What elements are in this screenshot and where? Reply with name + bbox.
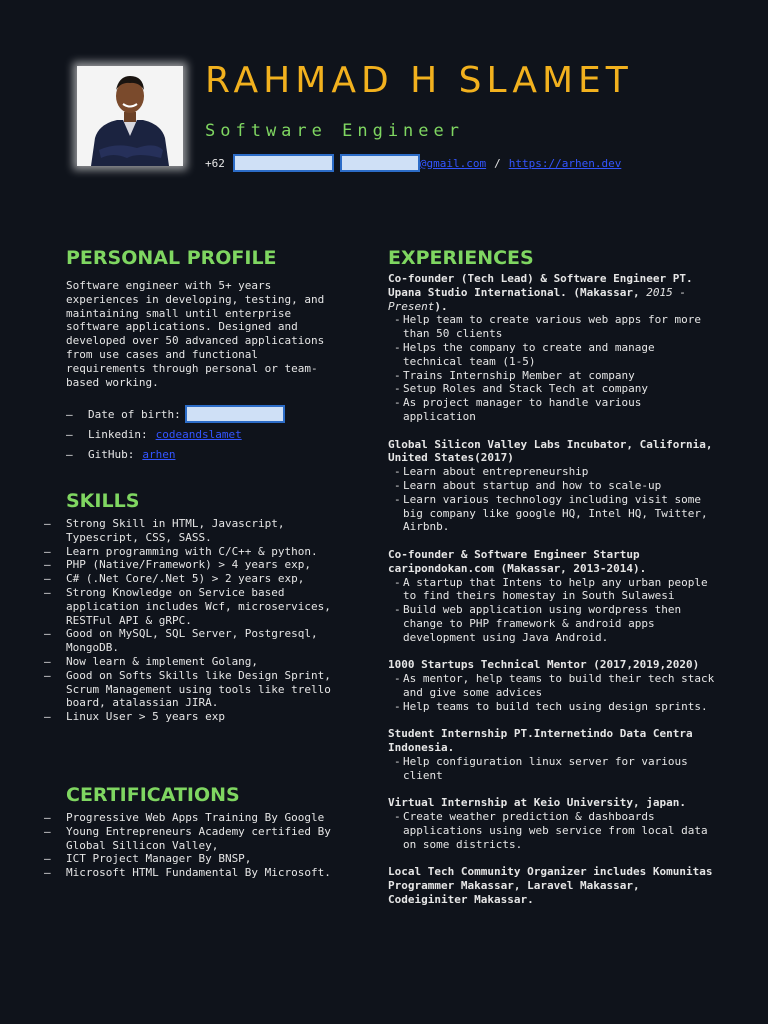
experience-entry [388, 438, 718, 535]
personal-profile-heading: PERSONAL PROFILE [66, 247, 277, 269]
linkedin-label: Linkedin: [88, 427, 148, 441]
redacted-birth-date [185, 405, 285, 423]
profile-summary: Software engineer with 5+ years experiences in developing, testing, and maintaining small until enterprise software applications. Designed and developed over 50 advanced applications from use cases and functional requirements through personal or team- based working. [66, 279, 325, 389]
list-item: – ICT Project Manager By BNSP, [44, 852, 344, 866]
person-avatar-icon [77, 66, 183, 166]
list-item: – Now learn & implement Golang, [44, 655, 344, 669]
experience-entry [388, 796, 718, 851]
experience-entry [388, 865, 718, 906]
experience-entry [388, 548, 718, 645]
list-item: - A startup that Intens to help any urban people to find theirs homestay in South Sulawesi [388, 576, 718, 604]
profile-details [66, 404, 285, 464]
list-item: - Learn about entrepreneurship [388, 465, 718, 479]
profile-photo [77, 66, 183, 166]
experience-entry [388, 658, 718, 713]
profile-item-github: – GitHub: arhen [66, 447, 176, 461]
skills-list [44, 517, 344, 724]
certifications-heading: CERTIFICATIONS [66, 784, 240, 806]
experience-title: Co-founder (Tech Lead) & Software Engineer PT. Upana Studio International. (Makassar, 2015 -Present). [388, 272, 693, 313]
website-link[interactable]: https://arhen.dev [508, 156, 622, 170]
list-item: - Help team to create various web apps for more than 50 clients [388, 313, 718, 341]
list-item: – Learn programming with C/C++ & python. [44, 545, 344, 559]
list-item: – Good on Softs Skills like Design Sprint, Scrum Management using tools like trello board, atalassian JIRA. [44, 669, 344, 710]
list-item: – Young Entrepreneurs Academy certified By Global Sillicon Valley, [44, 825, 344, 853]
list-item: - Build web application using wordpress then change to PHP framework & android apps development using Java Android. [388, 603, 718, 644]
list-item: - As mentor, help teams to build their tech stack and give some advices [388, 672, 718, 700]
profile-item-birth: – Date of birth: [66, 404, 285, 424]
phone-prefix: +62 [205, 156, 225, 170]
redacted-email [340, 154, 420, 172]
candidate-name: RAHMAD H SLAMET [205, 60, 633, 101]
list-item: - Setup Roles and Stack Tech at company [388, 382, 718, 396]
list-item: - As project manager to handle various application [388, 396, 718, 424]
experiences-heading: EXPERIENCES [388, 247, 534, 269]
contact-line [205, 154, 621, 172]
skills-heading: SKILLS [66, 490, 140, 512]
list-item: – Linux User > 5 years exp [44, 710, 344, 724]
redacted-phone [233, 154, 334, 172]
experiences-list [388, 272, 718, 920]
list-item: - Helps the company to create and manage technical team (1-5) [388, 341, 718, 369]
experience-title: 1000 Startups Technical Mentor (2017,2019,2020) [388, 658, 700, 672]
linkedin-link[interactable]: codeandslamet [155, 427, 242, 441]
list-item: - Trains Internship Member at company [388, 369, 718, 383]
list-item: - Learn various technology including visit some big company like google HQ, Intel HQ, Twitter, Airbnb. [388, 493, 718, 534]
birth-label: Date of birth: [88, 407, 181, 421]
github-label: GitHub: [88, 447, 135, 461]
experience-title: Global Silicon Valley Labs Incubator, California, United States(2017) [388, 437, 713, 465]
list-item: – Progressive Web Apps Training By Google [44, 811, 344, 825]
list-item: - Help teams to build tech using design sprints. [388, 700, 718, 714]
certifications-list [44, 811, 344, 880]
list-item: – Strong Skill in HTML, Javascript, Typescript, CSS, SASS. [44, 517, 344, 545]
experience-title: Student Internship PT.Internetindo Data Centra Indonesia. [388, 727, 693, 755]
list-item: – Microsoft HTML Fundamental By Microsoft. [44, 866, 344, 880]
list-item: - Help configuration linux server for various client [388, 755, 718, 783]
profile-item-linkedin: – Linkedin: codeandslamet [66, 427, 242, 441]
job-title: Software Engineer [205, 121, 464, 141]
contact-separator: / [494, 156, 501, 170]
email-link[interactable]: @gmail.com [419, 156, 487, 170]
experience-title: Local Tech Community Organizer includes Komunitas Programmer Makassar, Laravel Makassar, Codeiginiter Makassar. [388, 865, 713, 906]
list-item: - Create weather prediction & dashboards applications using web service from local data on some districts. [388, 810, 718, 851]
list-item: – C# (.Net Core/.Net 5) > 2 years exp, [44, 572, 344, 586]
list-item: - Learn about startup and how to scale-up [388, 479, 718, 493]
github-link[interactable]: arhen [142, 447, 176, 461]
list-item: – Good on MySQL, SQL Server, Postgresql, MongoDB. [44, 627, 344, 655]
list-item: – Strong Knowledge on Service based application includes Wcf, microservices, RESTFul API & gRPC. [44, 586, 344, 627]
experience-entry [388, 727, 718, 782]
experience-title: Virtual Internship at Keio University, japan. [388, 796, 687, 810]
list-item: – PHP (Native/Framework) > 4 years exp, [44, 558, 344, 572]
experience-entry [388, 272, 718, 424]
experience-title: Co-founder & Software Engineer Startup caripondokan.com (Makassar, 2013-2014). [388, 547, 647, 575]
